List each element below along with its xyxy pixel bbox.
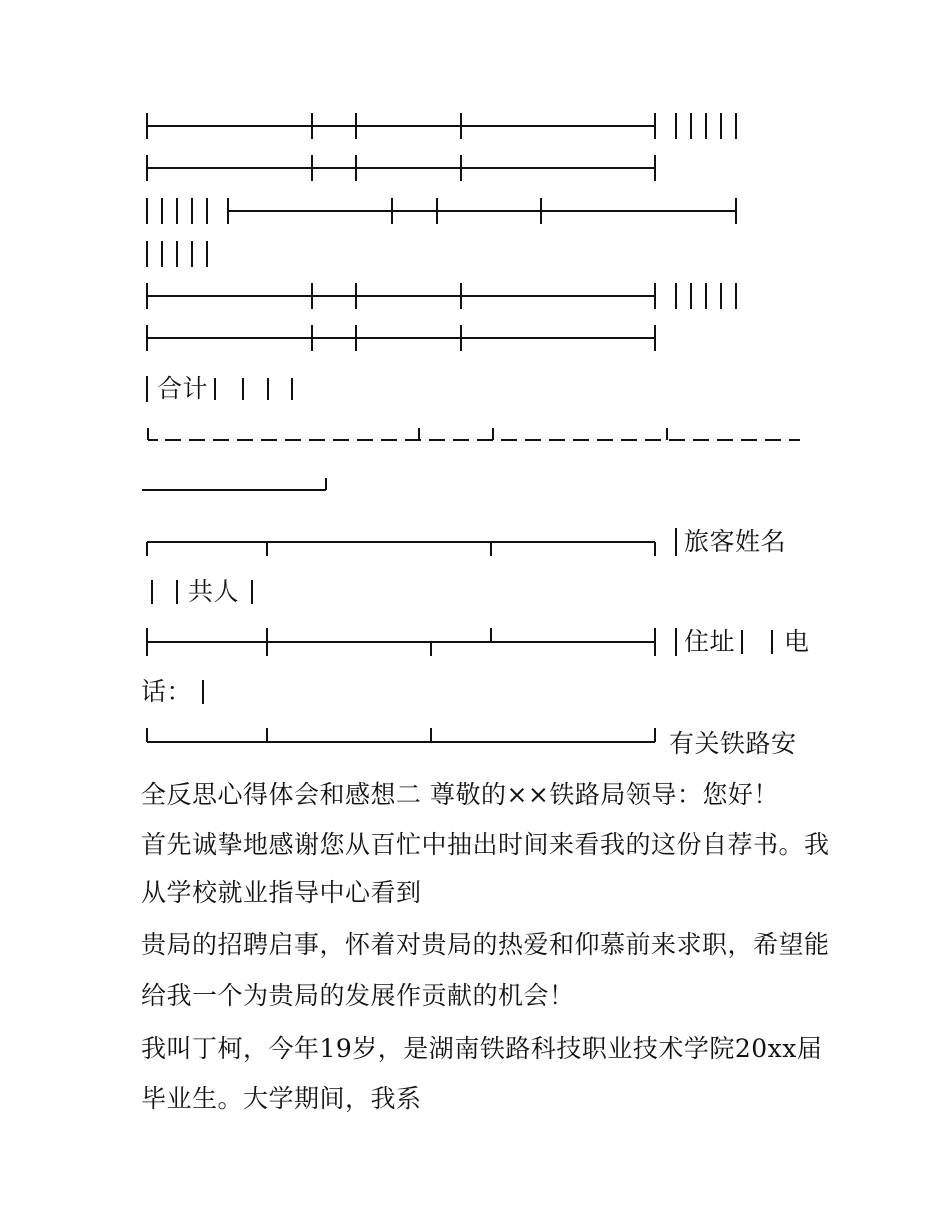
paragraph-line-2: 首先诚挚地感谢您从百忙中抽出时间来看我的这份自荐书。我 xyxy=(141,830,830,859)
rule-row-second-top xyxy=(147,528,676,556)
rule-row-4 xyxy=(147,241,207,267)
rule-row-address xyxy=(147,628,772,656)
paragraph-line-3: 从学校就业指导中心看到 xyxy=(141,878,422,907)
rule-row-1 xyxy=(147,113,736,139)
phone-label-part2: 话： xyxy=(141,677,193,706)
rule-row-3 xyxy=(147,198,736,224)
paragraph-line-6: 我叫丁柯，今年19岁，是湖南铁路科技职业技术学院20xx届 xyxy=(141,1034,823,1063)
paragraph-line-4: 贵局的招聘启事，怀着对贵局的热爱和仰慕前来求职，希望能 xyxy=(141,930,830,959)
total-label: 合计 xyxy=(157,374,209,403)
trailing-text: 有关铁路安 xyxy=(669,729,797,758)
paragraph-line-7: 毕业生。大学期间，我系 xyxy=(141,1084,422,1113)
rule-row-dashed-bottom xyxy=(142,428,800,490)
rule-row-5 xyxy=(147,283,736,309)
rule-row-second-bottom xyxy=(147,728,655,742)
rule-row-2 xyxy=(147,155,655,181)
phone-label-part1: 电 xyxy=(784,627,810,656)
paragraph-line-5: 给我一个为贵局的发展作贡献的机会！ xyxy=(141,981,575,1010)
address-label: 住址 xyxy=(684,627,736,656)
passenger-name-label: 旅客姓名 xyxy=(684,527,787,556)
rule-row-6 xyxy=(147,325,655,351)
paragraph-line-1: 全反思心得体会和感想二 尊敬的××铁路局领导：您好！ xyxy=(141,780,779,809)
count-label: 共人 xyxy=(188,577,240,606)
